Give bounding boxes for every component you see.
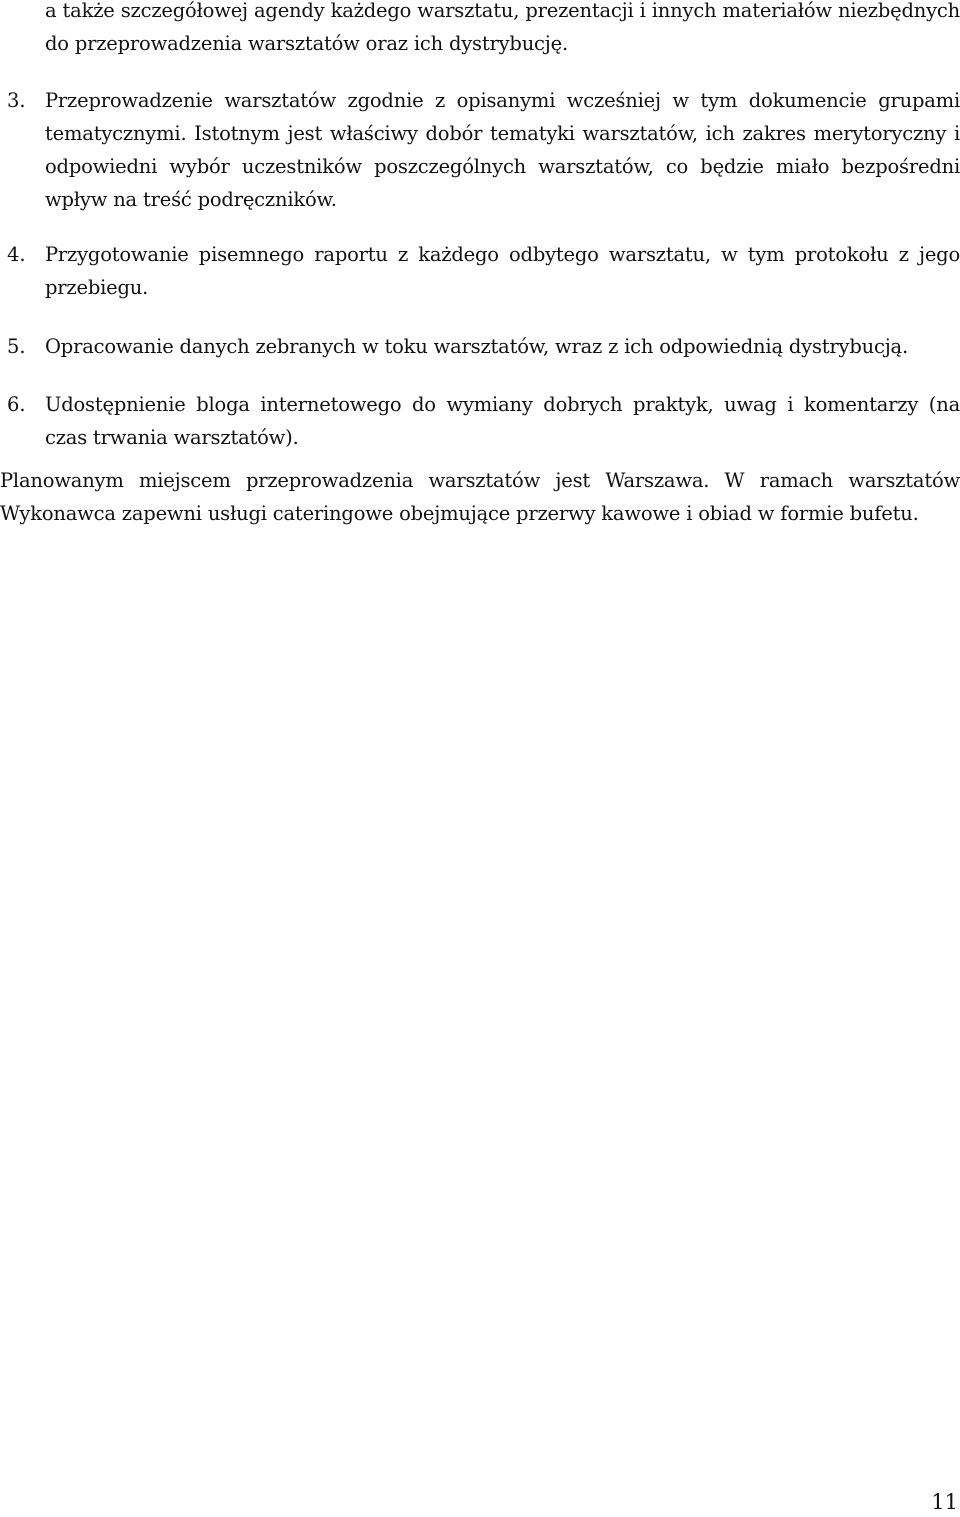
page-number: 11 <box>931 1490 958 1514</box>
item-text-6: Udostępnienie bloga internetowego do wymiany dobrych praktyk, uwag i komentarzy (na czas trwania warsztatów). <box>45 393 960 449</box>
item-number-4: 4. <box>7 243 26 266</box>
closing-paragraph: Planowanym miejscem przeprowadzenia warsztatów jest Warszawa. W ramach warsztatów Wykonawca zapewni usługi cateringowe obejmujące przerwy kawowe i obiad w formie bufetu. <box>0 469 960 525</box>
item-text-3: Przeprowadzenie warsztatów zgodnie z opisanymi wcześniej w tym dokumencie grupami tematycznymi. Istotnym jest właściwy dobór tematyki warsztatów, ich zakres merytoryczny i odpowiedni wybór uczestników poszczególnych warsztatów, co będzie miało bezpośredni wpływ na treść podręczników. <box>45 89 960 211</box>
item-number-3: 3. <box>7 89 26 112</box>
item-number-6: 6. <box>7 393 26 416</box>
item-number-5: 5. <box>7 335 26 358</box>
lead-paragraph: a także szczegółowej agendy każdego warsztatu, prezentacji i innych materiałów niezbędnych do przeprowadzenia warsztatów oraz ich dystrybucję. <box>45 0 960 55</box>
item-text-4: Przygotowanie pisemnego raportu z każdego odbytego warsztatu, w tym protokołu z jego przebiegu. <box>45 243 960 299</box>
item-text-5: Opracowanie danych zebranych w toku warsztatów, wraz z ich odpowiednią dystrybucją. <box>45 335 908 358</box>
